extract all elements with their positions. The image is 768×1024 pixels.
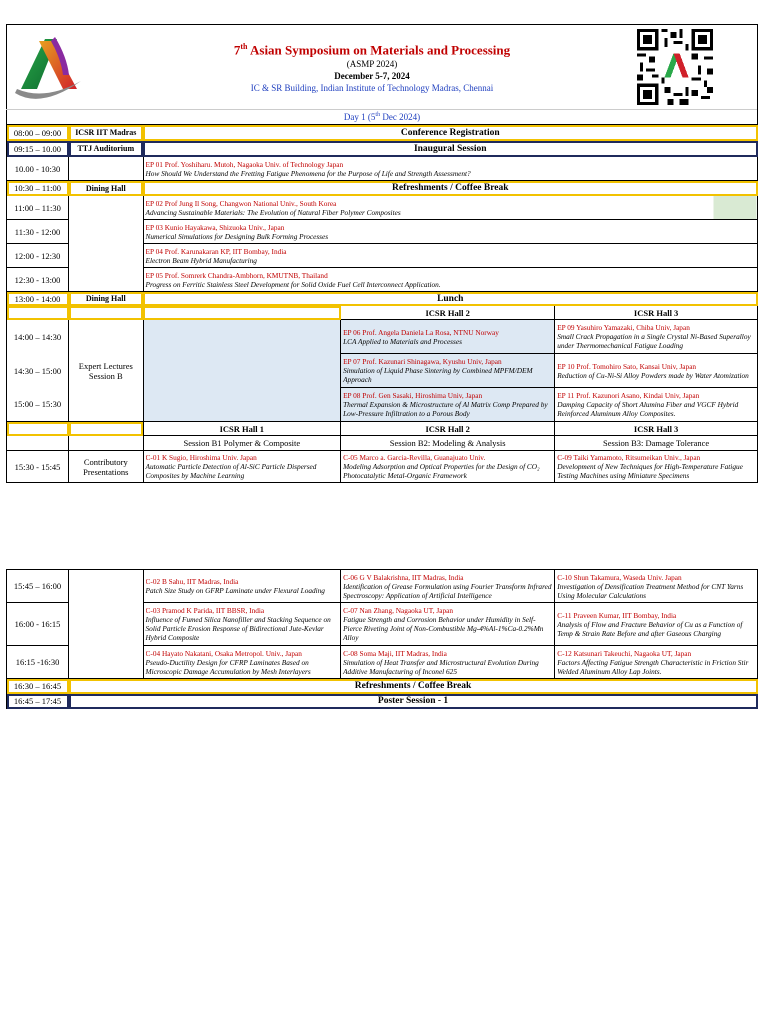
speaker: EP 06 Prof. Angela Daniela La Rosa, NTNU Norway xyxy=(343,327,499,337)
time-cell: 12:00 - 12:30 xyxy=(7,244,69,268)
hall-header-row-b xyxy=(7,306,758,320)
talk-cell xyxy=(143,244,757,268)
time-cell: 14:30 – 15:00 xyxy=(7,354,69,388)
hall-header: ICSR Hall 3 xyxy=(555,306,758,320)
talk-title: Simulation of Liquid Phase Sintering by Combined MPFM/DEM Approach xyxy=(343,366,533,384)
speaker: C-08 Soma Maji, IIT Madras, India xyxy=(343,648,447,658)
talk-title: Modeling Adsorption and Optical Properties for the Design of CO₂ Photocatalytic Metal-Organic Framework xyxy=(343,462,540,480)
speaker: EP 10 Prof. Tomohiro Sato, Kansai Univ, Japan xyxy=(557,361,697,371)
inaugural-label: Inaugural Session xyxy=(143,141,757,157)
time-cell: 14:00 – 14:30 xyxy=(7,320,69,354)
break-row xyxy=(7,181,758,196)
talk-title: Simulation of Heat Transfer and Microstructural Evolution During Additive Manufacturing of Inconel 625 xyxy=(343,657,539,676)
lunch-row xyxy=(7,292,758,306)
speaker: C-04 Hayato Nakatani, Osaka Metropol. Univ., Japan xyxy=(145,648,302,658)
day-title-row xyxy=(7,110,758,125)
talk-cell xyxy=(143,196,757,220)
time-cell: 16:30 – 16:45 xyxy=(7,679,69,694)
header xyxy=(6,24,758,109)
talk-cell xyxy=(143,603,341,646)
talk-cell xyxy=(341,354,555,388)
empty-cell xyxy=(69,436,143,451)
time-cell: 08:00 – 09:00 xyxy=(7,125,69,141)
conference-dates: December 5-7, 2024 xyxy=(334,71,410,82)
break-label: Refreshments / Coffee Break xyxy=(143,181,757,196)
time-cell: 11:00 – 11:30 xyxy=(7,196,69,220)
talk-cell xyxy=(555,646,758,679)
time-cell: 15:45 – 16:00 xyxy=(7,570,69,603)
asmp-logo xyxy=(11,31,87,105)
venue-cell xyxy=(69,196,143,292)
talk-title: Factors Affecting Fatigue Strength Characteristic in Friction Stir Welded Aluminum Alloy Lap Joints. xyxy=(557,657,749,676)
talk-title: Damping Capacity of Short Alumina Fiber and VGCF Hybrid Reinforced Aluminum Alloy Composites. xyxy=(557,400,739,418)
empty-cell xyxy=(7,422,69,436)
talk-title: Automatic Particle Detection of Al-SiC Particle Dispersed Composites by Machine Learning xyxy=(145,462,317,480)
qr-code xyxy=(637,29,713,105)
speaker: C-09 Taiki Yamamoto, Ritsumeikan Univ., Japan xyxy=(557,453,701,462)
talk-cell xyxy=(341,646,555,679)
speaker: C-03 Pramod K Parida, IIT BBSR, India xyxy=(145,606,265,615)
venue-cell: ICSR IIT Madras xyxy=(69,125,143,141)
empty-cell xyxy=(143,306,341,320)
speaker: EP 08 Prof. Gen Sasaki, Hiroshima Univ, Japan xyxy=(343,391,483,400)
contrib-row-2 xyxy=(7,570,758,603)
speaker: C-06 G V Balakrishna, IIT Madras, India xyxy=(343,572,464,582)
page-1 xyxy=(6,24,758,483)
break-row-2 xyxy=(7,679,758,694)
talk-title: Electron Beam Hybrid Manufacturing xyxy=(145,255,257,265)
time-cell: 12:30 - 13:00 xyxy=(7,268,69,292)
talk-cell xyxy=(341,320,555,354)
talk-title: LCA Applied to Materials and Processes xyxy=(343,336,462,346)
inaugural-row xyxy=(7,141,758,157)
speaker: C-07 Nan Zhang, Nagaoka UT, Japan xyxy=(343,606,453,615)
speaker: C-01 K Sugio, Hiroshima Univ. Japan xyxy=(145,453,257,462)
talk-cell xyxy=(555,320,758,354)
empty-cell xyxy=(7,436,69,451)
session-b1: Session B1 Polymer & Composite xyxy=(143,436,341,451)
talk-title: Reduction of Cu-Ni-Si Alloy Powders made by Water Atomization xyxy=(557,370,749,380)
speaker: EP 04 Prof. Karunakaran KP, IIT Bombay, India xyxy=(145,246,287,256)
talk-title: Analysis of Flow and Fracture Behavior of Cu as a Function of Temp & Strain Rate Before and after Gaseous Charging xyxy=(557,619,743,638)
speaker: C-10 Shun Takamura, Waseda Univ. Japan xyxy=(557,572,682,582)
empty-cell xyxy=(7,306,69,320)
talk-cell xyxy=(143,570,341,603)
lunch-label: Lunch xyxy=(143,292,757,306)
talk-cell xyxy=(143,220,757,244)
venue-cell: Dining Hall xyxy=(69,292,143,306)
speaker: EP 02 Prof Jung Il Song, Changwon National Univ., South Korea xyxy=(145,198,337,208)
talk-cell xyxy=(555,570,758,603)
time-cell: 15:00 – 15:30 xyxy=(7,388,69,422)
talk-title: Advancing Sustainable Materials: The Evolution of Natural Fiber Polymer Composites xyxy=(145,207,401,217)
session-row xyxy=(7,436,758,451)
venue-cell: Expert Lectures Session B xyxy=(69,320,143,422)
talk-title: Influence of Fumed Silica Nanofiller and Stacking Sequence on Solid Particle Erosion Response of Bidirectional Jute-Kevlar Hybrid Composite xyxy=(145,615,331,642)
time-cell: 10.00 - 10:30 xyxy=(7,157,69,181)
ep01-row xyxy=(7,157,758,181)
time-cell: 15:30 - 15:45 xyxy=(7,451,69,483)
speaker: EP 07 Prof. Kazunari Shinagawa, Kyushu Univ, Japan xyxy=(343,357,502,366)
time-cell: 13:00 - 14:00 xyxy=(7,292,69,306)
talk-title: Identification of Grease Formulation using Fourier Transform Infrared Spectroscopy: Application of Artificial Intelligence xyxy=(343,581,552,600)
talk-cell xyxy=(341,570,555,603)
speaker: EP 01 Prof. Yoshiharu. Mutoh, Nagaoka Univ. of Technology Japan xyxy=(145,159,344,169)
time-cell: 11:30 - 12:00 xyxy=(7,220,69,244)
conference-abbr: (ASMP 2024) xyxy=(346,59,398,70)
talk-cell xyxy=(555,603,758,646)
session-b3: Session B3: Damage Tolerance xyxy=(555,436,758,451)
contrib-row-1 xyxy=(7,451,758,483)
registration-row xyxy=(7,125,758,141)
talk-title: Numerical Simulations for Designing Bulk Forming Processes xyxy=(145,231,329,241)
day-title: Day 1 (5th Dec 2024) xyxy=(7,110,758,125)
talk-title: Patch Size Study on GFRP Laminate under Flexural Loading xyxy=(145,586,325,595)
hall-header: ICSR Hall 2 xyxy=(341,422,555,436)
talk-cell xyxy=(143,451,341,483)
talk-title: Development of New Techniques for High-Temperature Fatigue Testing Machines using Miniature Specimens xyxy=(557,462,743,480)
time-cell: 10:30 – 11:00 xyxy=(7,181,69,196)
talk-cell xyxy=(143,157,757,181)
talk-title: Pseudo-Ductility Design for CFRP Laminates Based on Microscopic Damage Accumulation by Mesh Interlayers xyxy=(145,657,311,676)
talk-cell xyxy=(341,451,555,483)
venue-cell: Contributory Presentations xyxy=(69,451,143,483)
registration-label: Conference Registration xyxy=(143,125,757,141)
hall-header: ICSR Hall 2 xyxy=(341,306,555,320)
page-2 xyxy=(6,569,758,709)
schedule-table-2 xyxy=(6,569,758,709)
venue-cell: TTJ Auditorium xyxy=(69,141,143,157)
session-b2: Session B2: Modeling & Analysis xyxy=(341,436,555,451)
talk-cell xyxy=(555,388,758,422)
speaker: C-11 Praveen Kumar, IIT Bombay, India xyxy=(557,610,677,620)
speaker: C-05 Marco a. Garcia-Revilla, Guanajuato Univ. xyxy=(343,453,486,462)
conference-venue: IC & SR Building, Indian Institute of Technology Madras, Chennai xyxy=(250,83,494,94)
empty-cell xyxy=(143,320,341,422)
talk-title: Small Crack Propagation in a Single Crystal Ni-Based Superalloy under Thermomechanical Fatigue Loading xyxy=(557,332,751,350)
schedule-table-1 xyxy=(6,109,758,483)
venue-cell xyxy=(69,570,143,679)
speaker: EP 11 Prof. Kazunori Asano, Kindai Univ, Japan xyxy=(557,391,700,400)
venue-cell: Dining Hall xyxy=(69,181,143,196)
time-cell: 16:15 -16:30 xyxy=(7,646,69,679)
speaker: EP 09 Yasuhiro Yamazaki, Chiba Univ, Japan xyxy=(557,323,690,332)
expert-row-1 xyxy=(7,320,758,354)
header-text xyxy=(127,39,617,94)
empty-cell xyxy=(69,306,143,320)
hall-header: ICSR Hall 1 xyxy=(143,422,341,436)
talk-title: Progress on Ferritic Stainless Steel Development for Solid Oxide Fuel Cell Interconnect Application. xyxy=(145,279,441,289)
speaker: EP 03 Kunio Hayakawa, Shizuoka Univ., Japan xyxy=(145,222,285,232)
talk-title: How Should We Understand the Fretting Fatigue Phenomena for the Purpose of Life and Strength Assessment? xyxy=(145,168,471,178)
poster-row xyxy=(7,694,758,709)
hall-header-row-c xyxy=(7,422,758,436)
time-cell: 16:00 - 16:15 xyxy=(7,603,69,646)
talk-title: Thermal Expansion & Microstructure of Al Matrix Comp Prepared by Low-Pressure Infiltration to a Porous Body xyxy=(343,400,548,418)
talk-cell xyxy=(143,268,757,292)
talk-cell xyxy=(555,354,758,388)
venue-cell xyxy=(69,157,143,181)
talk-cell xyxy=(143,646,341,679)
hall-header: ICSR Hall 3 xyxy=(555,422,758,436)
speaker: C-12 Katsunari Takeuchi, Nagaoka UT, Japan xyxy=(557,648,692,658)
time-cell: 16:45 – 17:45 xyxy=(7,694,69,709)
time-cell: 09:15 – 10.00 xyxy=(7,141,69,157)
poster-label: Poster Session - 1 xyxy=(69,694,758,709)
break-label: Refreshments / Coffee Break xyxy=(69,679,758,694)
speaker: EP 05 Prof. Somrerk Chandra-Ambhorn, KMUTNB, Thailand xyxy=(145,270,328,280)
talk-cell xyxy=(341,388,555,422)
talk-cell xyxy=(555,451,758,483)
conference-title: 7th Asian Symposium on Materials and Processing xyxy=(233,42,511,58)
ep02-row xyxy=(7,196,758,220)
empty-cell xyxy=(69,422,143,436)
speaker: C-02 B Sahu, IIT Madras, India xyxy=(145,577,239,586)
talk-cell xyxy=(341,603,555,646)
talk-title: Fatigue Strength and Corrosion Behavior under Humidity in Self-Pierce Riveting Joint of Non-Combustible Mg-4%Al-1%Ca-0.2%Mn Alloy xyxy=(343,615,544,642)
talk-title: Investigation of Densification Treatment Method for CNT Yarns Using Molecular Calculations xyxy=(557,581,744,600)
